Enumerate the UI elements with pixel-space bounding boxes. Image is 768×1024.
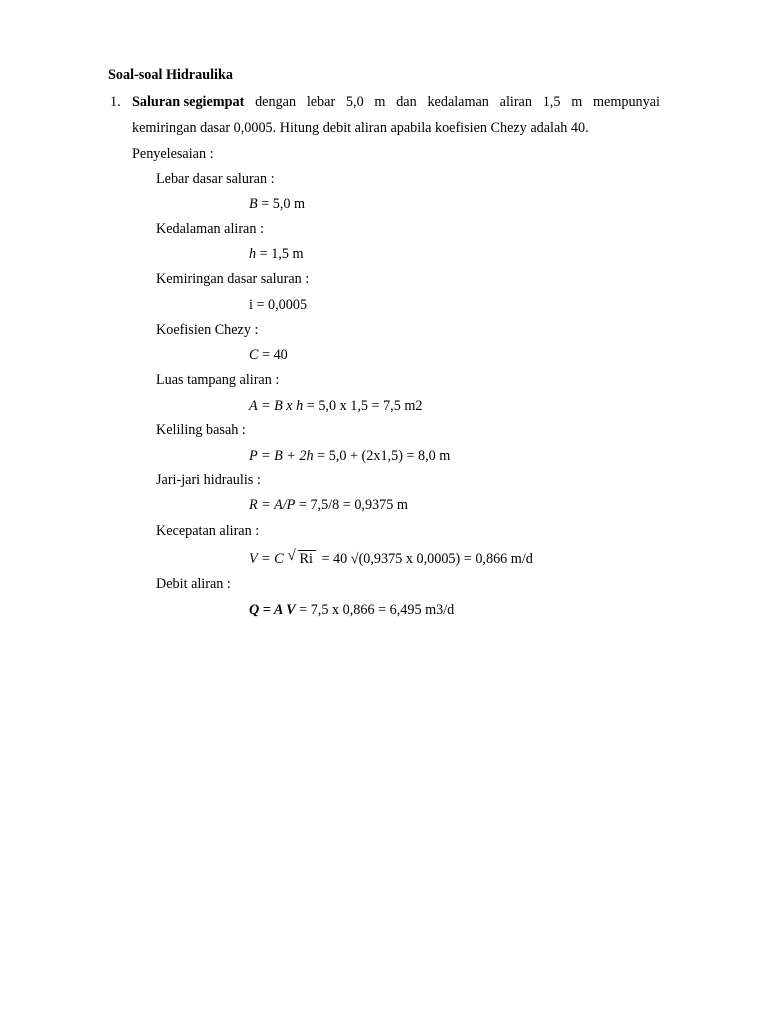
step-label-depth: Kedalaman aliran : (156, 221, 264, 237)
formula-variable: A = B x h (249, 398, 304, 414)
formula-variable: B (249, 196, 258, 212)
question-bold-lead: Saluran segiempat (132, 94, 245, 110)
formula-variable: R = A/P (249, 497, 296, 513)
step-formula-slope (249, 296, 307, 314)
formula-value: = 1,5 m (256, 246, 304, 262)
step-label-hydraulic-radius: Jari-jari hidraulis : (156, 472, 261, 488)
solution-label: Penyelesaian : (132, 146, 214, 162)
formula-value: i = 0,0005 (249, 297, 308, 313)
question-word: aliran (499, 94, 532, 110)
step-formula-area (249, 397, 423, 415)
step-formula-depth (249, 245, 304, 263)
question-word: kedalaman (427, 94, 489, 110)
formula-variable: C (249, 347, 259, 363)
question-word: mempunyai (592, 94, 660, 110)
question-text-line-1 (132, 93, 660, 111)
step-formula-velocity (249, 550, 533, 568)
step-label-area: Luas tampang aliran : (156, 372, 280, 388)
formula-value: = 40 (258, 347, 288, 363)
question-word: m (374, 94, 386, 110)
step-label-wetted-perimeter: Keliling basah : (156, 422, 246, 438)
formula-value: = 7,5/8 = 0,9375 m (295, 497, 408, 513)
step-formula-width (249, 195, 305, 213)
formula-variable: Q = A V (249, 602, 296, 618)
square-root (288, 550, 316, 568)
question-word: lebar (306, 94, 336, 110)
formula-variable: V = C (249, 551, 284, 567)
question-word: dan (396, 94, 417, 110)
formula-value: = 5,0 m (257, 196, 306, 212)
step-label-chezy: Koefisien Chezy : (156, 322, 259, 338)
step-label-velocity: Kecepatan aliran : (156, 523, 260, 539)
formula-value: = 5,0 + (2x1,5) = 8,0 m (313, 448, 451, 464)
step-label-width: Lebar dasar saluran : (156, 171, 275, 187)
step-label-discharge: Debit aliran : (156, 576, 231, 592)
document-title: Soal-soal Hidraulika (108, 67, 233, 83)
step-formula-hydraulic-radius (249, 496, 408, 514)
step-formula-discharge (249, 601, 454, 619)
formula-variable: h (249, 246, 257, 262)
question-word: 1,5 (542, 94, 561, 110)
step-formula-chezy (249, 346, 288, 364)
question-word: 5,0 (345, 94, 364, 110)
question-number: 1. (110, 94, 121, 110)
step-formula-wetted-perimeter (249, 447, 450, 465)
question-word: m (571, 94, 583, 110)
formula-value: = 7,5 x 0,866 = 6,495 m3/d (295, 602, 455, 618)
formula-operator: = B + 2 (257, 448, 307, 464)
formula-variable: h (306, 448, 314, 464)
question-word: dengan (255, 94, 297, 110)
step-label-slope: Kemiringan dasar saluran : (156, 271, 310, 287)
formula-variable: P (249, 448, 258, 464)
square-root-content: Ri (298, 550, 316, 567)
question-text-line-2: kemiringan dasar 0,0005. Hitung debit aliran apabila koefisien Chezy adalah 40. (132, 120, 589, 136)
square-root-icon: √ (287, 548, 296, 564)
formula-value: = 5,0 x 1,5 = 7,5 m2 (303, 398, 423, 414)
formula-value: = 40 √(0,9375 x 0,0005) = 0,866 m/d (317, 551, 533, 567)
